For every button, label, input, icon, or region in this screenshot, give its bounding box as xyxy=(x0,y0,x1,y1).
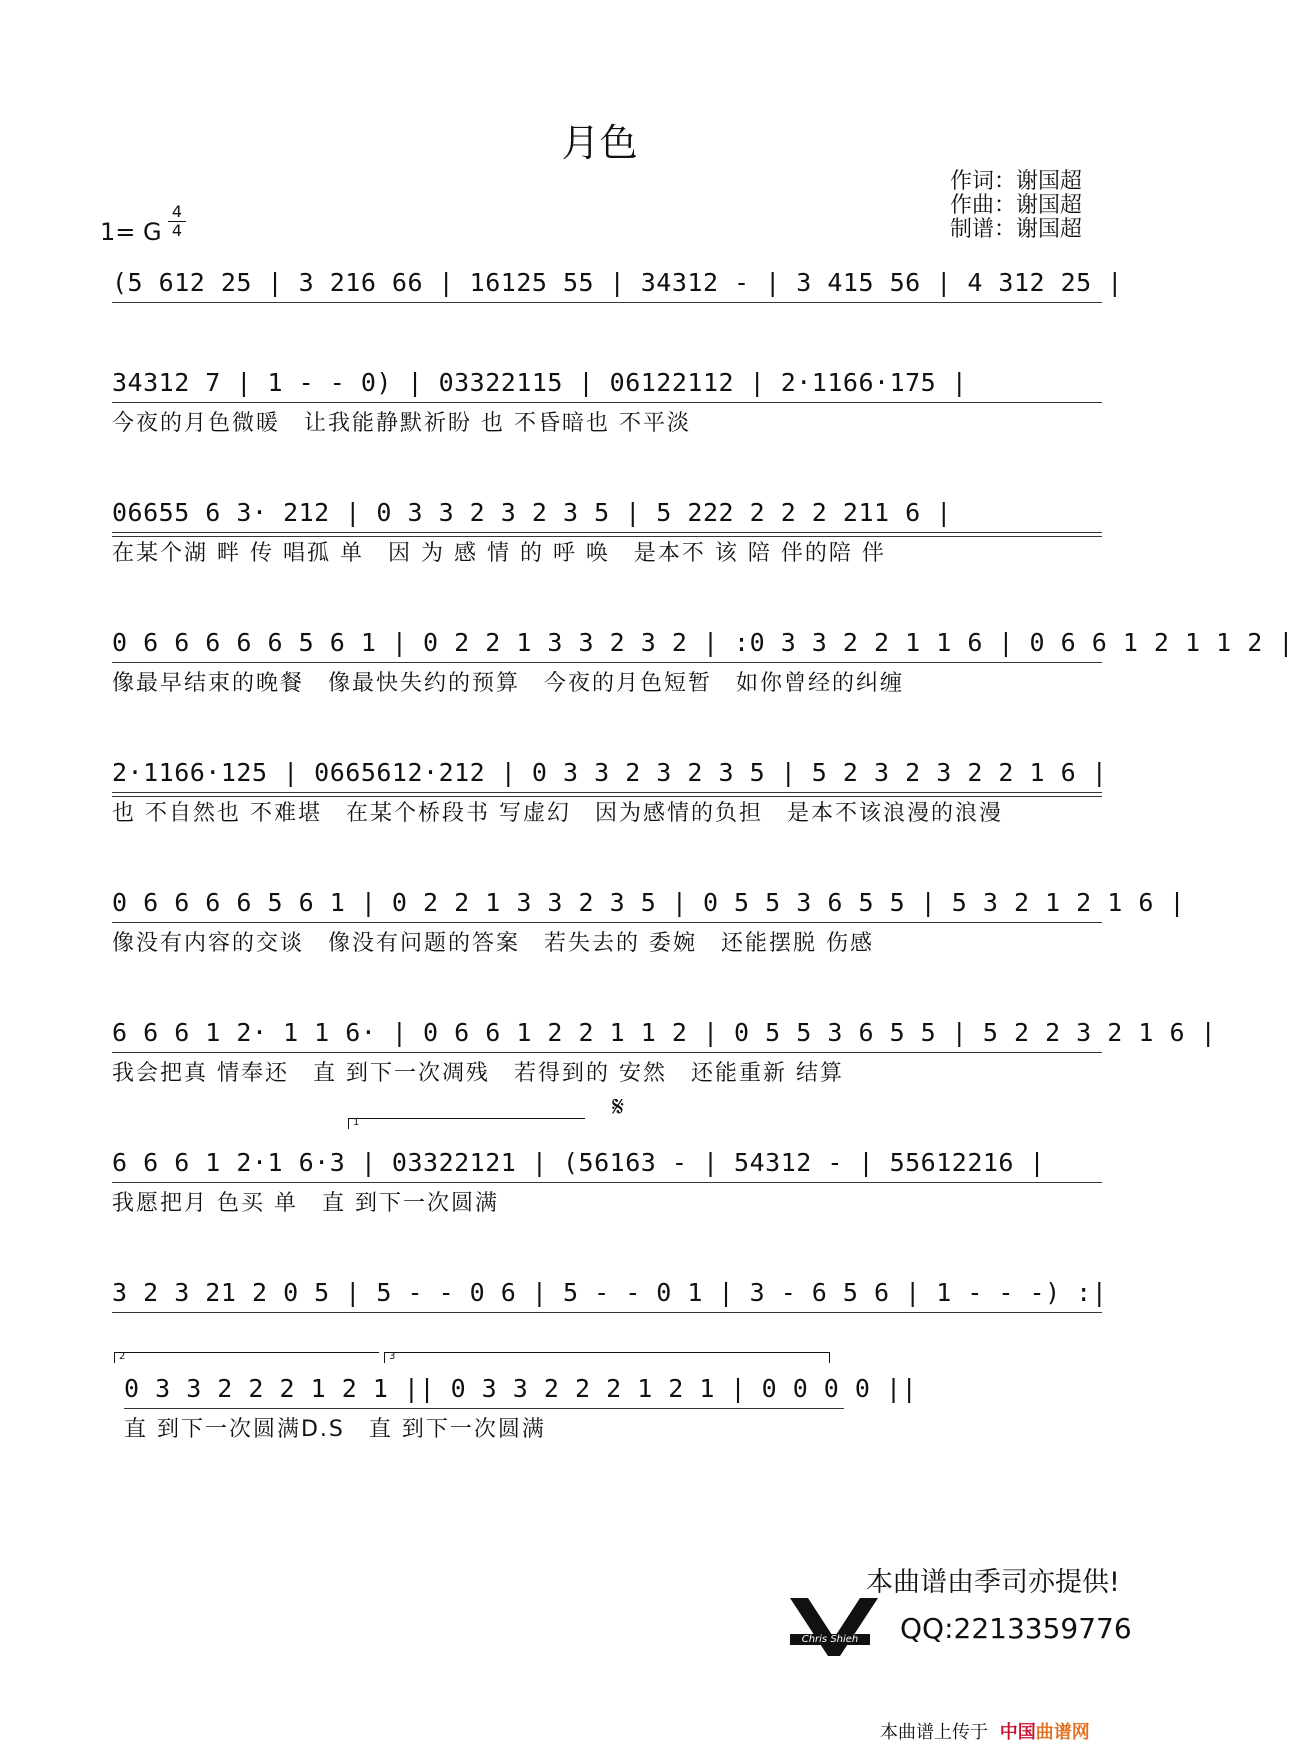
lyrics: 在某个湖 畔 传 唱孤 单 因 为 感 情 的 呼 唤 是本不 该 陪 伴的陪 伴 xyxy=(112,541,886,566)
song-title: 月色 xyxy=(561,121,638,165)
logo-text: Chris Shieh xyxy=(790,1634,870,1645)
provider-credit: 本曲谱由季司亦提供! xyxy=(866,1567,1120,1598)
notation: 3 2 3 21 2 0 5 | 5 - - 0 6 | 5 - - 0 1 | 3 - 6 5 6 | 1 - - -) :| xyxy=(112,1278,1108,1307)
segno-sign: 𝄋 xyxy=(612,1090,625,1123)
lyricist: 作词：谢国超 xyxy=(950,169,1083,194)
notation: 0 6 6 6 6 6 5 6 1 | 0 2 2 1 3 3 2 3 2 | :0 3 3 2 2 1 1 6 | 0 6 6 1 2 1 1 2 | xyxy=(112,628,1294,657)
credits xyxy=(950,170,1082,242)
lyrics: 也 不自然也 不难堪 在某个桥段书 写虚幻 因为感情的负担 是本不该浪漫的浪漫 xyxy=(112,801,1003,826)
qq-contact: QQ:2213359776 xyxy=(900,1612,1132,1645)
lyrics: 我会把真 情奉还 直 到下一次凋残 若得到的 安然 还能重新 结算 xyxy=(112,1061,844,1086)
lyrics: 我愿把月 色买 单 直 到下一次圆满 xyxy=(112,1191,499,1216)
notation: 2·1166·125 | 0665612·212 | 0 3 3 2 3 2 3 5 | 5 2 3 2 3 2 2 1 6 | xyxy=(112,758,1108,787)
notation: 0 3 3 2 2 2 1 2 1 || 0 3 3 2 2 2 1 2 1 | 0 0 0 0 || xyxy=(124,1374,918,1403)
notation: 0 6 6 6 6 5 6 1 | 0 2 2 1 3 3 2 3 5 | 0 5 5 3 6 5 5 | 5 3 2 1 2 1 6 | xyxy=(112,888,1186,917)
volta-bracket-2 xyxy=(114,1352,379,1363)
footer-brand-b[interactable]: 曲谱网 xyxy=(1035,1722,1090,1743)
lyrics: 像最早结束的晚餐 像最快失约的预算 今夜的月色短暂 如你曾经的纠缠 xyxy=(112,671,905,696)
underline xyxy=(112,532,1102,533)
underline xyxy=(112,402,1102,403)
lyrics: 直 到下一次圆满D.S 直 到下一次圆满 xyxy=(124,1417,546,1442)
time-signature-top: 4 xyxy=(171,202,183,221)
notation: 06655 6 3· 212 | 0 3 3 2 3 2 3 5 | 5 222 2 2 2 211 6 | xyxy=(112,498,952,527)
volta-label: 1 xyxy=(353,1117,360,1128)
underline xyxy=(112,662,1102,663)
underline xyxy=(112,792,1102,793)
underline xyxy=(112,1182,1102,1183)
lyrics: 今夜的月色微暖 让我能静默祈盼 也 不昏暗也 不平淡 xyxy=(112,411,691,436)
volta-bracket-1 xyxy=(348,1118,585,1129)
v-logo-icon xyxy=(786,1594,882,1660)
volta-bracket-3 xyxy=(384,1352,830,1363)
underline xyxy=(112,922,1102,923)
notation: (5 612 25 | 3 216 66 | 16125 55 | 34312 - | 3 415 56 | 4 312 25 | xyxy=(112,268,1123,297)
lyrics: 像没有内容的交谈 像没有问题的答案 若失去的 委婉 还能摆脱 伤感 xyxy=(112,931,874,956)
time-signature xyxy=(168,204,186,239)
notation: 6 6 6 1 2· 1 1 6· | 0 6 6 1 2 2 1 1 2 | 0 5 5 3 6 5 5 | 5 2 2 3 2 1 6 | xyxy=(112,1018,1217,1047)
footer-prefix: 本曲谱上传于 xyxy=(880,1722,988,1743)
underline xyxy=(112,1052,1102,1053)
underline xyxy=(112,1312,1102,1313)
transcriber: 制谱：谢国超 xyxy=(950,217,1083,242)
volta-label: 3 xyxy=(389,1351,396,1362)
key-signature: 1= G xyxy=(100,218,162,246)
composer: 作曲：谢国超 xyxy=(950,193,1083,218)
time-signature-bottom: 4 xyxy=(171,221,183,240)
underline xyxy=(112,302,1102,303)
volta-label: 2 xyxy=(119,1351,126,1362)
notation: 6 6 6 1 2·1 6·3 | 03322121 | (56163 - | 54312 - | 55612216 | xyxy=(112,1148,1046,1177)
footer xyxy=(880,1718,1090,1744)
underline xyxy=(124,1408,844,1409)
footer-brand-a[interactable]: 中国 xyxy=(999,1722,1036,1743)
notation: 34312 7 | 1 - - 0) | 03322115 | 06122112 | 2·1166·175 | xyxy=(112,368,968,397)
